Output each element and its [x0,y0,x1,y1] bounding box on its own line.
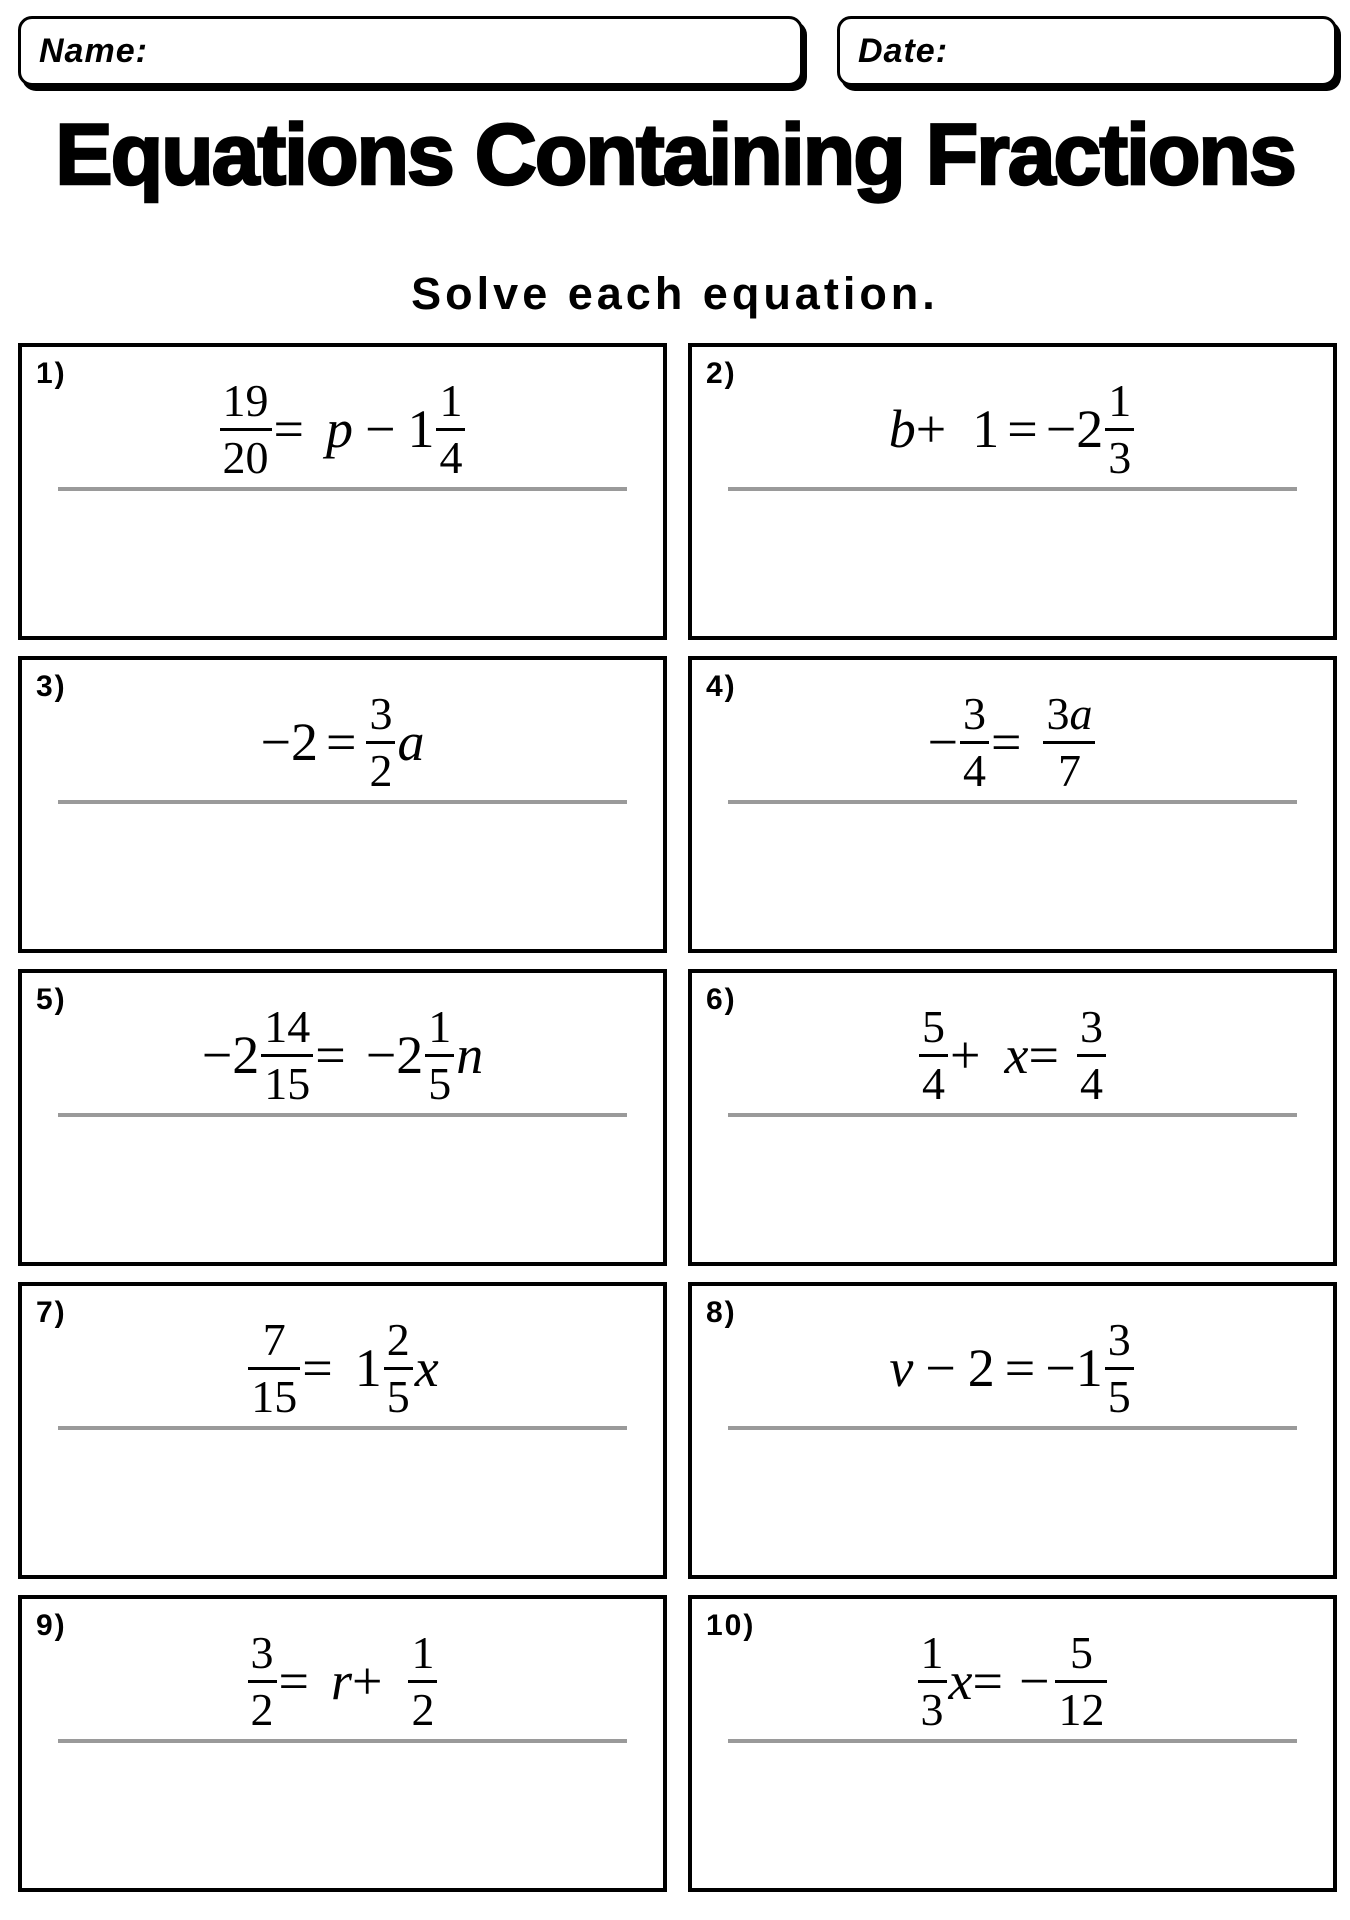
problem-number: 8) [706,1296,737,1329]
fraction: $\frac{2}{5}$ [384,1317,413,1420]
answer-line[interactable] [58,800,627,804]
answer-line[interactable] [728,1739,1297,1743]
problem-box-3 [18,656,667,953]
problem-box-7 [18,1282,667,1579]
fraction: $\frac{3}{4}$ [1077,1004,1106,1107]
fraction: $\frac{3}{5}$ [1105,1317,1134,1420]
date-field[interactable] [837,16,1337,86]
answer-line[interactable] [58,1426,627,1430]
fraction: $\frac{7}{15}$ [248,1317,300,1420]
fraction: $\frac{5}{4}$ [919,1004,948,1107]
fraction: $\frac{3}{2}$ [366,691,395,794]
fraction: $\frac{5}{12}$ [1055,1630,1107,1733]
problem-box-9 [18,1595,667,1892]
equation: $\frac{3}{2}$ = r + $\frac{1}{2}$ [22,1621,663,1741]
problems-grid [18,343,1337,1892]
equation: $\frac{5}{4}$ + x = $\frac{3}{4}$ [692,995,1333,1115]
problem-number: 5) [36,983,67,1016]
fraction: $\frac{3}{4}$ [960,691,989,794]
equation: − 2 = $\frac{3}{2}$ a [260,687,425,796]
problem-box-5 [18,969,667,1266]
problem-number: 7) [36,1296,67,1329]
answer-line[interactable] [728,1426,1297,1430]
fraction: $\frac{3}{2}$ [248,1630,277,1733]
problem-box-2 [688,343,1337,640]
equation: − 2 $\frac{14}{15}$ = − 2 $\frac{1}{5}$ n [201,1000,484,1109]
problem-number: 3) [36,670,67,703]
equation: − $\frac{3}{4}$ = 3 a 7 [692,682,1333,802]
fraction: $\frac{19}{20}$ [220,378,272,481]
fraction: $\frac{14}{15}$ [261,1004,313,1107]
equation: $\frac{19}{20}$ = p − 1 $\frac{1}{4}$ [22,369,663,489]
name-label: Name: [39,31,148,70]
fraction: $\frac{1}{4}$ [436,378,465,481]
fraction: 3 a 7 [1043,691,1095,794]
problem-number: 1) [36,357,67,390]
answer-line[interactable] [58,1739,627,1743]
problem-number: 9) [36,1609,67,1642]
answer-line[interactable] [728,487,1297,491]
fraction: $\frac{1}{3}$ [1105,378,1134,481]
answer-line[interactable] [728,1113,1297,1117]
worksheet-instructions: Solve each equation. [411,268,939,319]
equation: v − 2 = − 1 $\frac{3}{5}$ [692,1308,1333,1428]
problem-box-1 [18,343,667,640]
fraction: $\frac{1}{3}$ [918,1630,947,1733]
problem-box-8 [688,1282,1337,1579]
equation: $\frac{1}{3}$ x = − $\frac{5}{12}$ [692,1621,1333,1741]
equation: $\frac{7}{15}$ = 1 $\frac{2}{5}$ x [22,1308,663,1428]
answer-line[interactable] [58,1113,627,1117]
problem-box-6 [688,969,1337,1266]
answer-line[interactable] [58,487,627,491]
equation: b + 1 = − 2 $\frac{1}{3}$ [692,369,1333,489]
date-label: Date: [858,31,949,70]
problem-box-10 [688,1595,1337,1892]
problem-number: 4) [706,670,737,703]
answer-line[interactable] [728,800,1297,804]
fraction: $\frac{1}{2}$ [408,1630,437,1733]
worksheet-title: Equations Containing Fractions [55,107,1295,203]
problem-number: 6) [706,983,737,1016]
name-field[interactable] [18,16,803,86]
fraction: $\frac{1}{5}$ [425,1004,454,1107]
problem-number: 2) [706,357,737,390]
problem-number: 10) [706,1609,756,1642]
problem-box-4 [688,656,1337,953]
